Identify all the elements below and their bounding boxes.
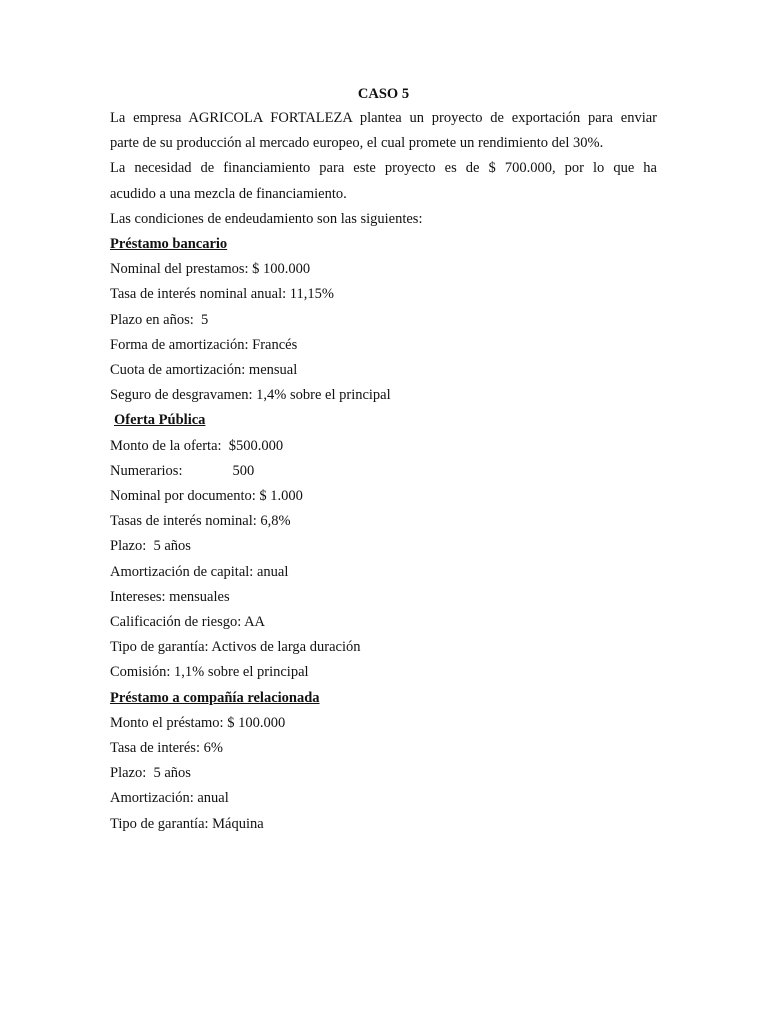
intro-line-1: La empresa AGRICOLA FORTALEZA plantea un proyecto de exportación para enviar	[110, 110, 657, 126]
oferta-publica-line: Comisión: 1,1% sobre el principal	[110, 664, 309, 681]
oferta-publica-line: Intereses: mensuales	[110, 588, 230, 605]
oferta-publica-line: Tipo de garantía: Activos de larga duración	[110, 639, 361, 656]
prestamo-bancario-line: Nominal del prestamos: $ 100.000	[110, 261, 311, 278]
oferta-publica-line: Nominal por documento: $ 1.000	[110, 488, 303, 505]
prestamo-relacionada-line: Plazo: 5 años	[110, 765, 191, 782]
prestamo-relacionada-line: Amortización: anual	[110, 790, 229, 807]
prestamo-bancario-line: Cuota de amortización: mensual	[110, 362, 298, 379]
intro-line-5: Las condiciones de endeudamiento son las siguientes:	[110, 210, 423, 227]
intro-line-4: acudido a una mezcla de financiamiento.	[110, 185, 347, 202]
oferta-publica-numerarios	[110, 459, 657, 484]
prestamo-relacionada-line: Monto el préstamo: $ 100.000	[110, 714, 286, 731]
document-title: CASO 5	[357, 86, 410, 102]
document-page	[110, 84, 657, 837]
oferta-publica-line: Amortización de capital: anual	[110, 563, 289, 580]
prestamo-bancario-line: Seguro de desgravamen: 1,4% sobre el principal	[110, 387, 391, 404]
prestamo-bancario-line: Forma de amortización: Francés	[110, 336, 298, 353]
section-heading-oferta-publica	[110, 408, 657, 433]
section-heading-prestamo-relacionada: Préstamo a compañía relacionada	[110, 689, 320, 706]
intro-line-2: parte de su producción al mercado europeo, el cual promete un rendimiento del 30%.	[110, 135, 604, 152]
prestamo-relacionada-line: Tasa de interés: 6%	[110, 740, 223, 757]
intro-line-3: La necesidad de financiamiento para este proyecto es de $ 700.000, por lo que ha	[110, 160, 657, 177]
prestamo-bancario-line: Plazo en años: 5	[110, 311, 209, 328]
prestamo-bancario-line: Tasa de interés nominal anual: 11,15%	[110, 286, 334, 303]
oferta-publica-heading-text: Oferta Pública	[114, 412, 206, 429]
prestamo-relacionada-line: Tipo de garantía: Máquina	[110, 815, 264, 832]
numerarios-value: 500	[232, 462, 255, 479]
oferta-publica-monto: Monto de la oferta: $500.000	[110, 437, 284, 454]
section-heading-prestamo-bancario: Préstamo bancario	[110, 236, 228, 253]
oferta-publica-line: Calificación de riesgo: AA	[110, 614, 266, 631]
oferta-publica-line: Tasas de interés nominal: 6,8%	[110, 513, 291, 530]
oferta-publica-line: Plazo: 5 años	[110, 538, 191, 555]
numerarios-label: Numerarios:	[110, 462, 183, 479]
